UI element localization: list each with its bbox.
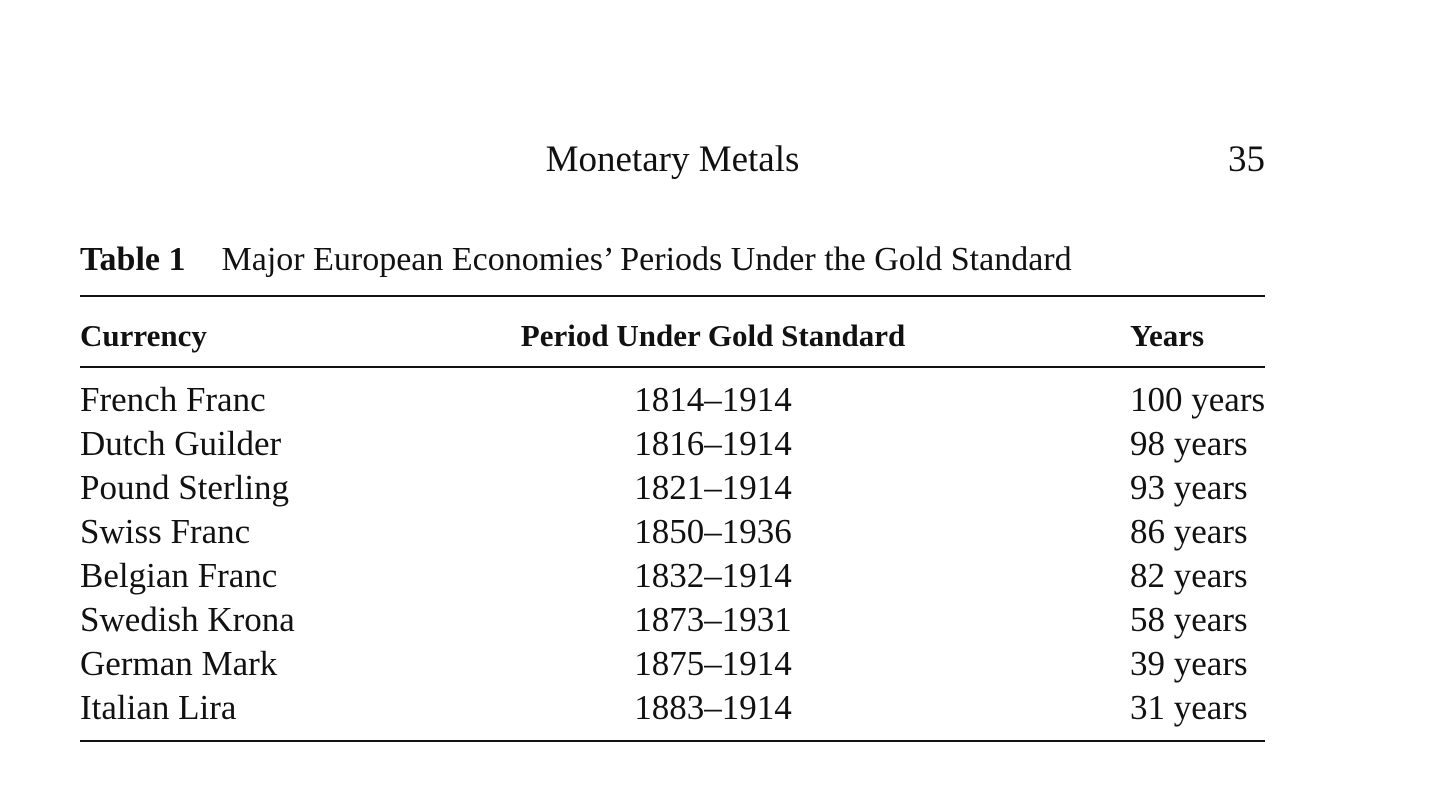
cell-period: 1873–1931 [634, 600, 792, 639]
cell-currency: Swiss Franc [80, 512, 251, 551]
cell-currency: Swedish Krona [80, 600, 295, 639]
cell-period: 1883–1914 [634, 688, 792, 727]
cell-period: 1850–1936 [634, 512, 792, 551]
cell-years: 58 years [1130, 600, 1248, 639]
table-top-rule [80, 295, 1265, 297]
table-caption [80, 238, 1072, 282]
table-label: Table 1 [80, 241, 186, 278]
table-row [80, 422, 1265, 466]
header-currency: Currency [80, 318, 207, 353]
header-years: Years [1130, 318, 1205, 353]
cell-years: 82 years [1130, 556, 1248, 595]
cell-years: 100 years [1130, 380, 1266, 419]
cell-period: 1816–1914 [634, 424, 792, 463]
cell-years: 93 years [1130, 468, 1248, 507]
table-header-rule [80, 366, 1265, 368]
cell-currency: German Mark [80, 644, 278, 683]
cell-period: 1832–1914 [634, 556, 792, 595]
cell-currency: Italian Lira [80, 688, 237, 727]
table-header-row [80, 314, 1265, 358]
cell-years: 31 years [1130, 688, 1248, 727]
table-caption-text: Major European Economies’ Periods Under the Gold Standard [221, 241, 1072, 278]
table-row [80, 598, 1265, 642]
table-row [80, 378, 1265, 422]
table-row [80, 554, 1265, 598]
table-bottom-rule [80, 740, 1265, 742]
table-row [80, 686, 1265, 730]
cell-period: 1821–1914 [634, 468, 792, 507]
header-period: Period Under Gold Standard [520, 318, 906, 353]
running-head [80, 138, 1265, 182]
table-row [80, 466, 1265, 510]
cell-period: 1814–1914 [634, 380, 792, 419]
cell-currency: Belgian Franc [80, 556, 278, 595]
cell-currency: Pound Sterling [80, 468, 290, 507]
cell-currency: French Franc [80, 380, 266, 419]
cell-years: 98 years [1130, 424, 1248, 463]
running-title: Monetary Metals [545, 139, 800, 180]
table-body [80, 378, 1265, 730]
cell-currency: Dutch Guilder [80, 424, 282, 463]
table-row [80, 642, 1265, 686]
table-row [80, 510, 1265, 554]
cell-years: 86 years [1130, 512, 1248, 551]
cell-years: 39 years [1130, 644, 1248, 683]
cell-period: 1875–1914 [634, 644, 792, 683]
page-number: 35 [1228, 139, 1265, 180]
